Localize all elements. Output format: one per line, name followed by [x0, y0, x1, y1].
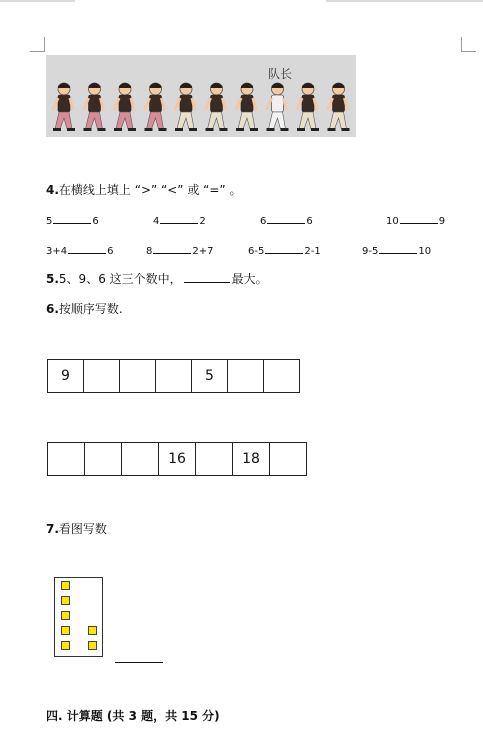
kid-figure	[206, 83, 228, 131]
sequence-cell[interactable]	[119, 359, 156, 393]
compare-right: 2+7	[192, 246, 214, 257]
compare-left: 10	[386, 216, 399, 227]
sequence-cell[interactable]: 16	[158, 442, 196, 476]
compare-left: 8	[146, 246, 153, 257]
q5-text-before: 5、9、6 这三个数中，	[58, 272, 182, 286]
sequence-row-2	[47, 442, 307, 476]
compare-left: 5	[46, 216, 53, 227]
q7-number: 7.	[46, 522, 59, 536]
sequence-cell[interactable]	[121, 442, 159, 476]
compare-blank[interactable]	[53, 212, 91, 224]
sequence-cell[interactable]	[269, 442, 307, 476]
compare-blank[interactable]	[379, 242, 417, 254]
sequence-cell[interactable]	[47, 442, 85, 476]
leader-label: 队长	[268, 67, 293, 81]
q6-text: 按顺序写数.	[58, 302, 123, 316]
top-edge-left	[0, 0, 75, 2]
counting-square	[61, 626, 70, 635]
compare-blank[interactable]	[265, 242, 303, 254]
sequence-cell[interactable]	[84, 442, 122, 476]
compare-right: 2	[199, 216, 206, 227]
compare-item	[46, 212, 99, 227]
kid-figure	[175, 83, 197, 131]
sequence-cell[interactable]: 18	[232, 442, 270, 476]
q7-text: 看图写数	[58, 522, 107, 536]
kid-figure	[84, 83, 106, 131]
sequence-cell[interactable]	[155, 359, 192, 393]
compare-item	[153, 212, 206, 227]
compare-right: 10	[418, 246, 432, 257]
compare-right: 9	[438, 216, 446, 227]
compare-left: 4	[153, 216, 160, 227]
compare-left: 6	[260, 216, 267, 227]
compare-right: 6	[306, 216, 313, 227]
q5-answer-blank[interactable]	[184, 271, 230, 283]
compare-left: 9-5	[362, 246, 379, 257]
q7-answer-blank[interactable]	[115, 662, 163, 663]
sequence-cell[interactable]	[227, 359, 264, 393]
sequence-cell[interactable]: 9	[47, 359, 84, 393]
counting-square	[88, 641, 97, 650]
q5-number: 5.	[46, 272, 59, 286]
counting-frame	[54, 577, 103, 657]
q6-number: 6.	[46, 302, 59, 316]
compare-blank[interactable]	[400, 212, 438, 224]
compare-item	[260, 212, 313, 227]
kid-figure	[236, 83, 258, 131]
compare-item	[248, 242, 321, 257]
counting-square	[61, 611, 70, 620]
kid-figure	[267, 83, 289, 131]
sequence-row-1	[47, 359, 300, 393]
kid-figure	[53, 83, 75, 131]
compare-item	[46, 242, 113, 257]
compare-item	[146, 242, 213, 257]
compare-left: 3+4	[46, 246, 68, 257]
q4-title	[46, 181, 241, 198]
q4-text: 在横线上填上 “>” “<” 或 “=” 。	[58, 183, 242, 197]
sequence-cell[interactable]: 5	[191, 359, 228, 393]
counting-square	[61, 581, 70, 590]
kid-figure	[328, 83, 350, 131]
compare-item	[386, 212, 445, 227]
compare-blank[interactable]	[267, 212, 305, 224]
compare-right: 2-1	[304, 246, 321, 257]
section4-title: 四. 计算题 (共 3 题，共 15 分)	[46, 709, 220, 723]
counting-square	[88, 626, 97, 635]
kid-figure	[145, 83, 167, 131]
compare-blank[interactable]	[68, 242, 106, 254]
sequence-cell[interactable]	[195, 442, 233, 476]
q6-title	[46, 300, 123, 317]
counting-square	[61, 641, 70, 650]
compare-right: 6	[92, 216, 99, 227]
compare-blank[interactable]	[153, 242, 191, 254]
q4-number: 4.	[46, 183, 59, 197]
kid-figure	[297, 83, 319, 131]
q5-text-after: 最大。	[231, 272, 268, 286]
compare-item	[362, 242, 431, 257]
kids-line	[46, 55, 356, 137]
kid-figure	[114, 83, 136, 131]
compare-left: 6-5	[248, 246, 265, 257]
q5-question	[46, 270, 268, 287]
sequence-cell[interactable]	[83, 359, 120, 393]
top-edge-right	[326, 0, 483, 2]
q7-title	[46, 520, 107, 537]
counting-square	[61, 596, 70, 605]
corner-mark-right	[461, 37, 476, 52]
compare-blank[interactable]	[160, 212, 198, 224]
queue-picture	[46, 55, 356, 137]
sequence-cell[interactable]	[263, 359, 300, 393]
compare-right: 6	[107, 246, 114, 257]
corner-mark-left	[30, 37, 45, 52]
